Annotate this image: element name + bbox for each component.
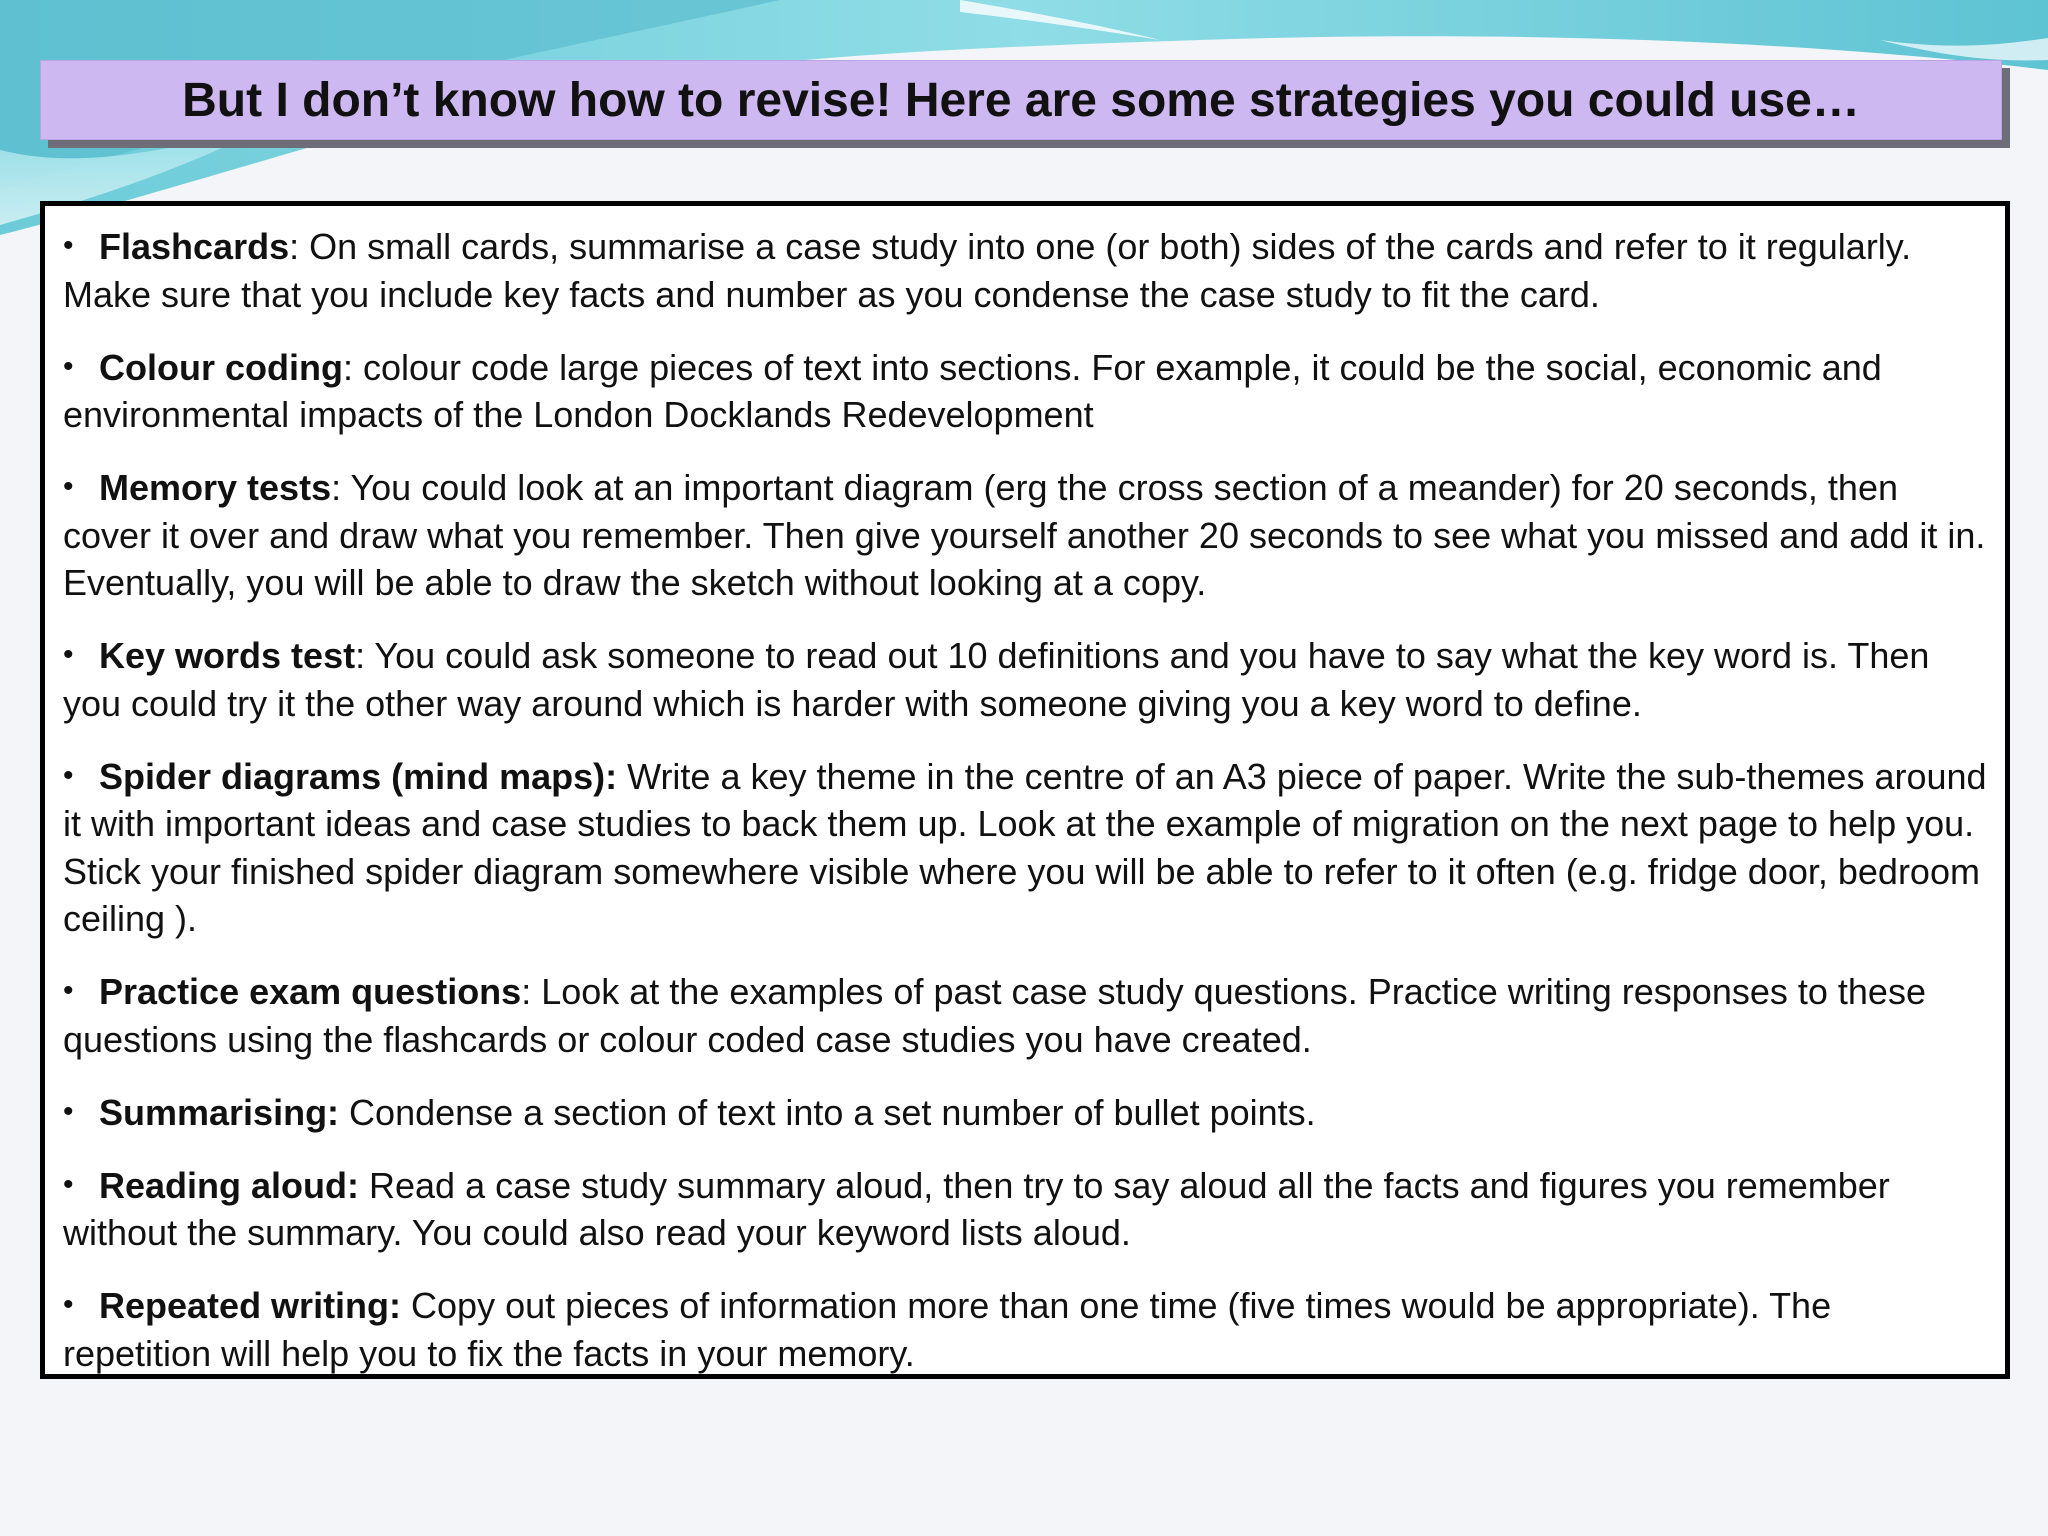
strategy-term: Reading aloud: [99, 1164, 359, 1206]
strategy-reading-aloud [63, 1161, 1987, 1257]
strategy-text: Condense a section of text into a set number of bullet points. [339, 1091, 1316, 1133]
strategy-term: Practice exam questions [99, 971, 522, 1012]
strategies-box [40, 201, 2010, 1379]
title-banner [40, 60, 2002, 140]
bullet-icon: • [63, 1167, 74, 1201]
strategy-term: Spider diagrams (mind maps): [99, 755, 618, 797]
strategy-term: Repeated writing: [99, 1285, 402, 1326]
bullet-icon: • [63, 229, 74, 262]
page-title: But I don’t know how to revise! Here are some strategies you could use… [182, 73, 1860, 127]
bullet-icon: • [63, 974, 74, 1007]
bullet-icon: • [63, 349, 74, 383]
strategy-summarising [63, 1088, 1987, 1137]
bullet-icon: • [63, 1094, 74, 1128]
strategy-colour-coding [63, 343, 1987, 439]
strategy-text: : Look at the examples of past case study questions. Practice writing responses to these questions using the flashcards or colour coded case studies you have created. [63, 971, 1926, 1060]
strategy-text: : On small cards, summarise a case study into one (or both) sides of the cards and refer to it regularly. Make sure that you include key facts and number as you condense the case study to fit the card. [63, 226, 1912, 315]
strategy-text: Read a case study summary aloud, then try to say aloud all the facts and figures you remember without the summary. You could also read your keyword lists aloud. [63, 1164, 1890, 1253]
strategy-term: Colour coding [99, 346, 343, 388]
strategy-practice-exam-questions [63, 967, 1987, 1063]
strategy-term: Flashcards [99, 226, 290, 267]
strategy-term: Summarising: [99, 1091, 340, 1133]
strategy-text: : colour code large pieces of text into sections. For example, it could be the social, economic and environmental impacts of the London Docklands Redevelopment [63, 346, 1882, 435]
strategy-flashcards [63, 222, 1987, 318]
bullet-icon: • [63, 638, 74, 671]
strategy-text: : You could ask someone to read out 10 definitions and you have to say what the key word is. Then you could try it the other way around which is harder with someone giving you a key word to define. [63, 635, 1930, 724]
strategy-term: Memory tests [99, 467, 332, 508]
strategy-repeated-writing [63, 1281, 1987, 1377]
strategy-text: Write a key theme in the centre of an A3 piece of paper. Write the sub-themes around it with important ideas and case studies to back them up. Look at the example of migration on the next page to help you. Stick your finished spider diagram somewhere visible where you will be able to refer to it often (e.g. fridge door, bedroom ceiling ). [63, 755, 1987, 939]
bullet-icon: • [63, 1288, 74, 1321]
bullet-icon: • [63, 470, 74, 503]
strategy-key-words-test [63, 631, 1987, 727]
strategy-memory-tests [63, 463, 1987, 607]
strategy-spider-diagrams [63, 752, 1987, 943]
strategy-text: : You could look at an important diagram (erg the cross section of a meander) for 20 seconds, then cover it over and draw what you remember. Then give yourself another 20 seconds to see what you missed and add it in. Eventually, you will be able to draw the sketch without looking at a copy. [63, 467, 1986, 603]
bullet-icon: • [63, 758, 74, 792]
strategy-term: Key words test [99, 635, 356, 676]
strategy-text: Copy out pieces of information more than one time (five times would be appropriate). The repetition will help you to fix the facts in your memory. [63, 1285, 1832, 1374]
